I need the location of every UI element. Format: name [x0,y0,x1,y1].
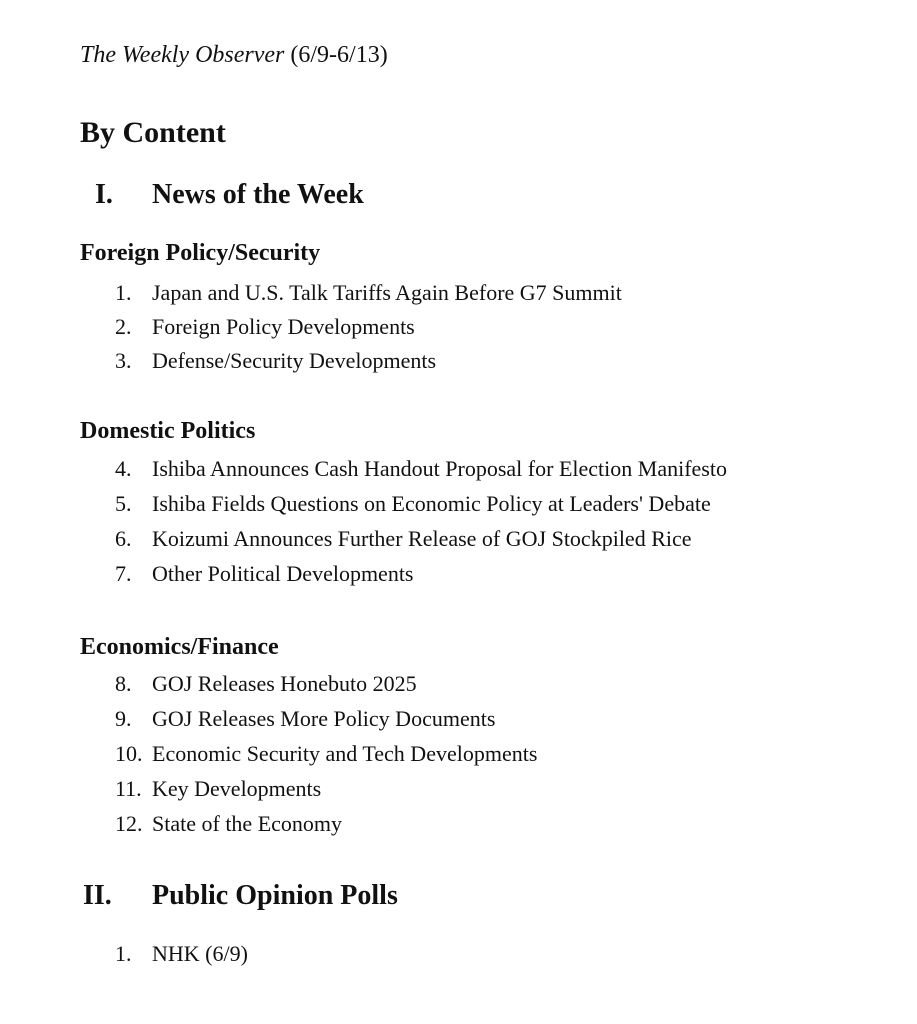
toc-item[interactable] [115,561,875,587]
item-number: 12. [115,811,143,836]
item-number: 9. [115,706,132,731]
toc-item[interactable] [115,280,815,306]
toc-item[interactable] [115,776,715,802]
section-title: Public Opinion Polls [152,880,398,911]
toc-item[interactable] [115,941,515,967]
item-link[interactable]: Other Political Developments [152,561,414,586]
item-number: 2. [115,314,132,339]
item-number: 1. [115,941,132,966]
toc-item[interactable] [115,811,715,837]
section-numeral: II. [83,880,112,911]
toc-item[interactable] [115,456,875,482]
section-heading-polls [83,880,483,914]
toc-item[interactable] [115,741,715,767]
toc-item[interactable] [115,314,815,340]
item-link[interactable]: GOJ Releases More Policy Documents [152,706,496,731]
item-link[interactable]: Japan and U.S. Talk Tariffs Again Before G7 Summit [152,280,622,305]
item-link[interactable]: GOJ Releases Honebuto 2025 [152,671,417,696]
item-number: 3. [115,348,132,373]
section-numeral: I. [95,179,113,210]
toc-item[interactable] [115,526,875,552]
item-number: 8. [115,671,132,696]
page-heading: By Content [80,116,226,149]
category-foreign-policy: Foreign Policy/Security [80,240,321,266]
item-link[interactable]: Koizumi Announces Further Release of GOJ Stockpiled Rice [152,526,692,551]
item-link[interactable]: Economic Security and Tech Developments [152,741,538,766]
item-link[interactable]: Ishiba Fields Questions on Economic Policy at Leaders' Debate [152,491,711,516]
item-link[interactable]: Ishiba Announces Cash Handout Proposal for Election Manifesto [152,456,727,481]
toc-item[interactable] [115,491,875,517]
item-number: 10. [115,741,143,766]
item-link[interactable]: Key Developments [152,776,322,801]
publication-name: The Weekly Observer [80,42,285,68]
document-title [80,42,388,69]
category-economics-finance: Economics/Finance [80,634,279,660]
item-link[interactable]: Defense/Security Developments [152,348,437,373]
item-number: 6. [115,526,132,551]
item-number: 7. [115,561,132,586]
category-domestic-politics: Domestic Politics [80,418,256,444]
item-link[interactable]: NHK (6/9) [152,941,248,966]
toc-item[interactable] [115,706,715,732]
toc-item[interactable] [115,348,815,374]
item-link[interactable]: Foreign Policy Developments [152,314,415,339]
item-link[interactable]: State of the Economy [152,811,343,836]
toc-item[interactable] [115,671,715,697]
section-title: News of the Week [152,179,364,210]
item-number: 11. [115,776,142,801]
item-number: 1. [115,280,132,305]
item-number: 5. [115,491,132,516]
date-range: (6/9-6/13) [284,42,388,68]
section-heading-news [95,179,495,213]
item-number: 4. [115,456,132,481]
